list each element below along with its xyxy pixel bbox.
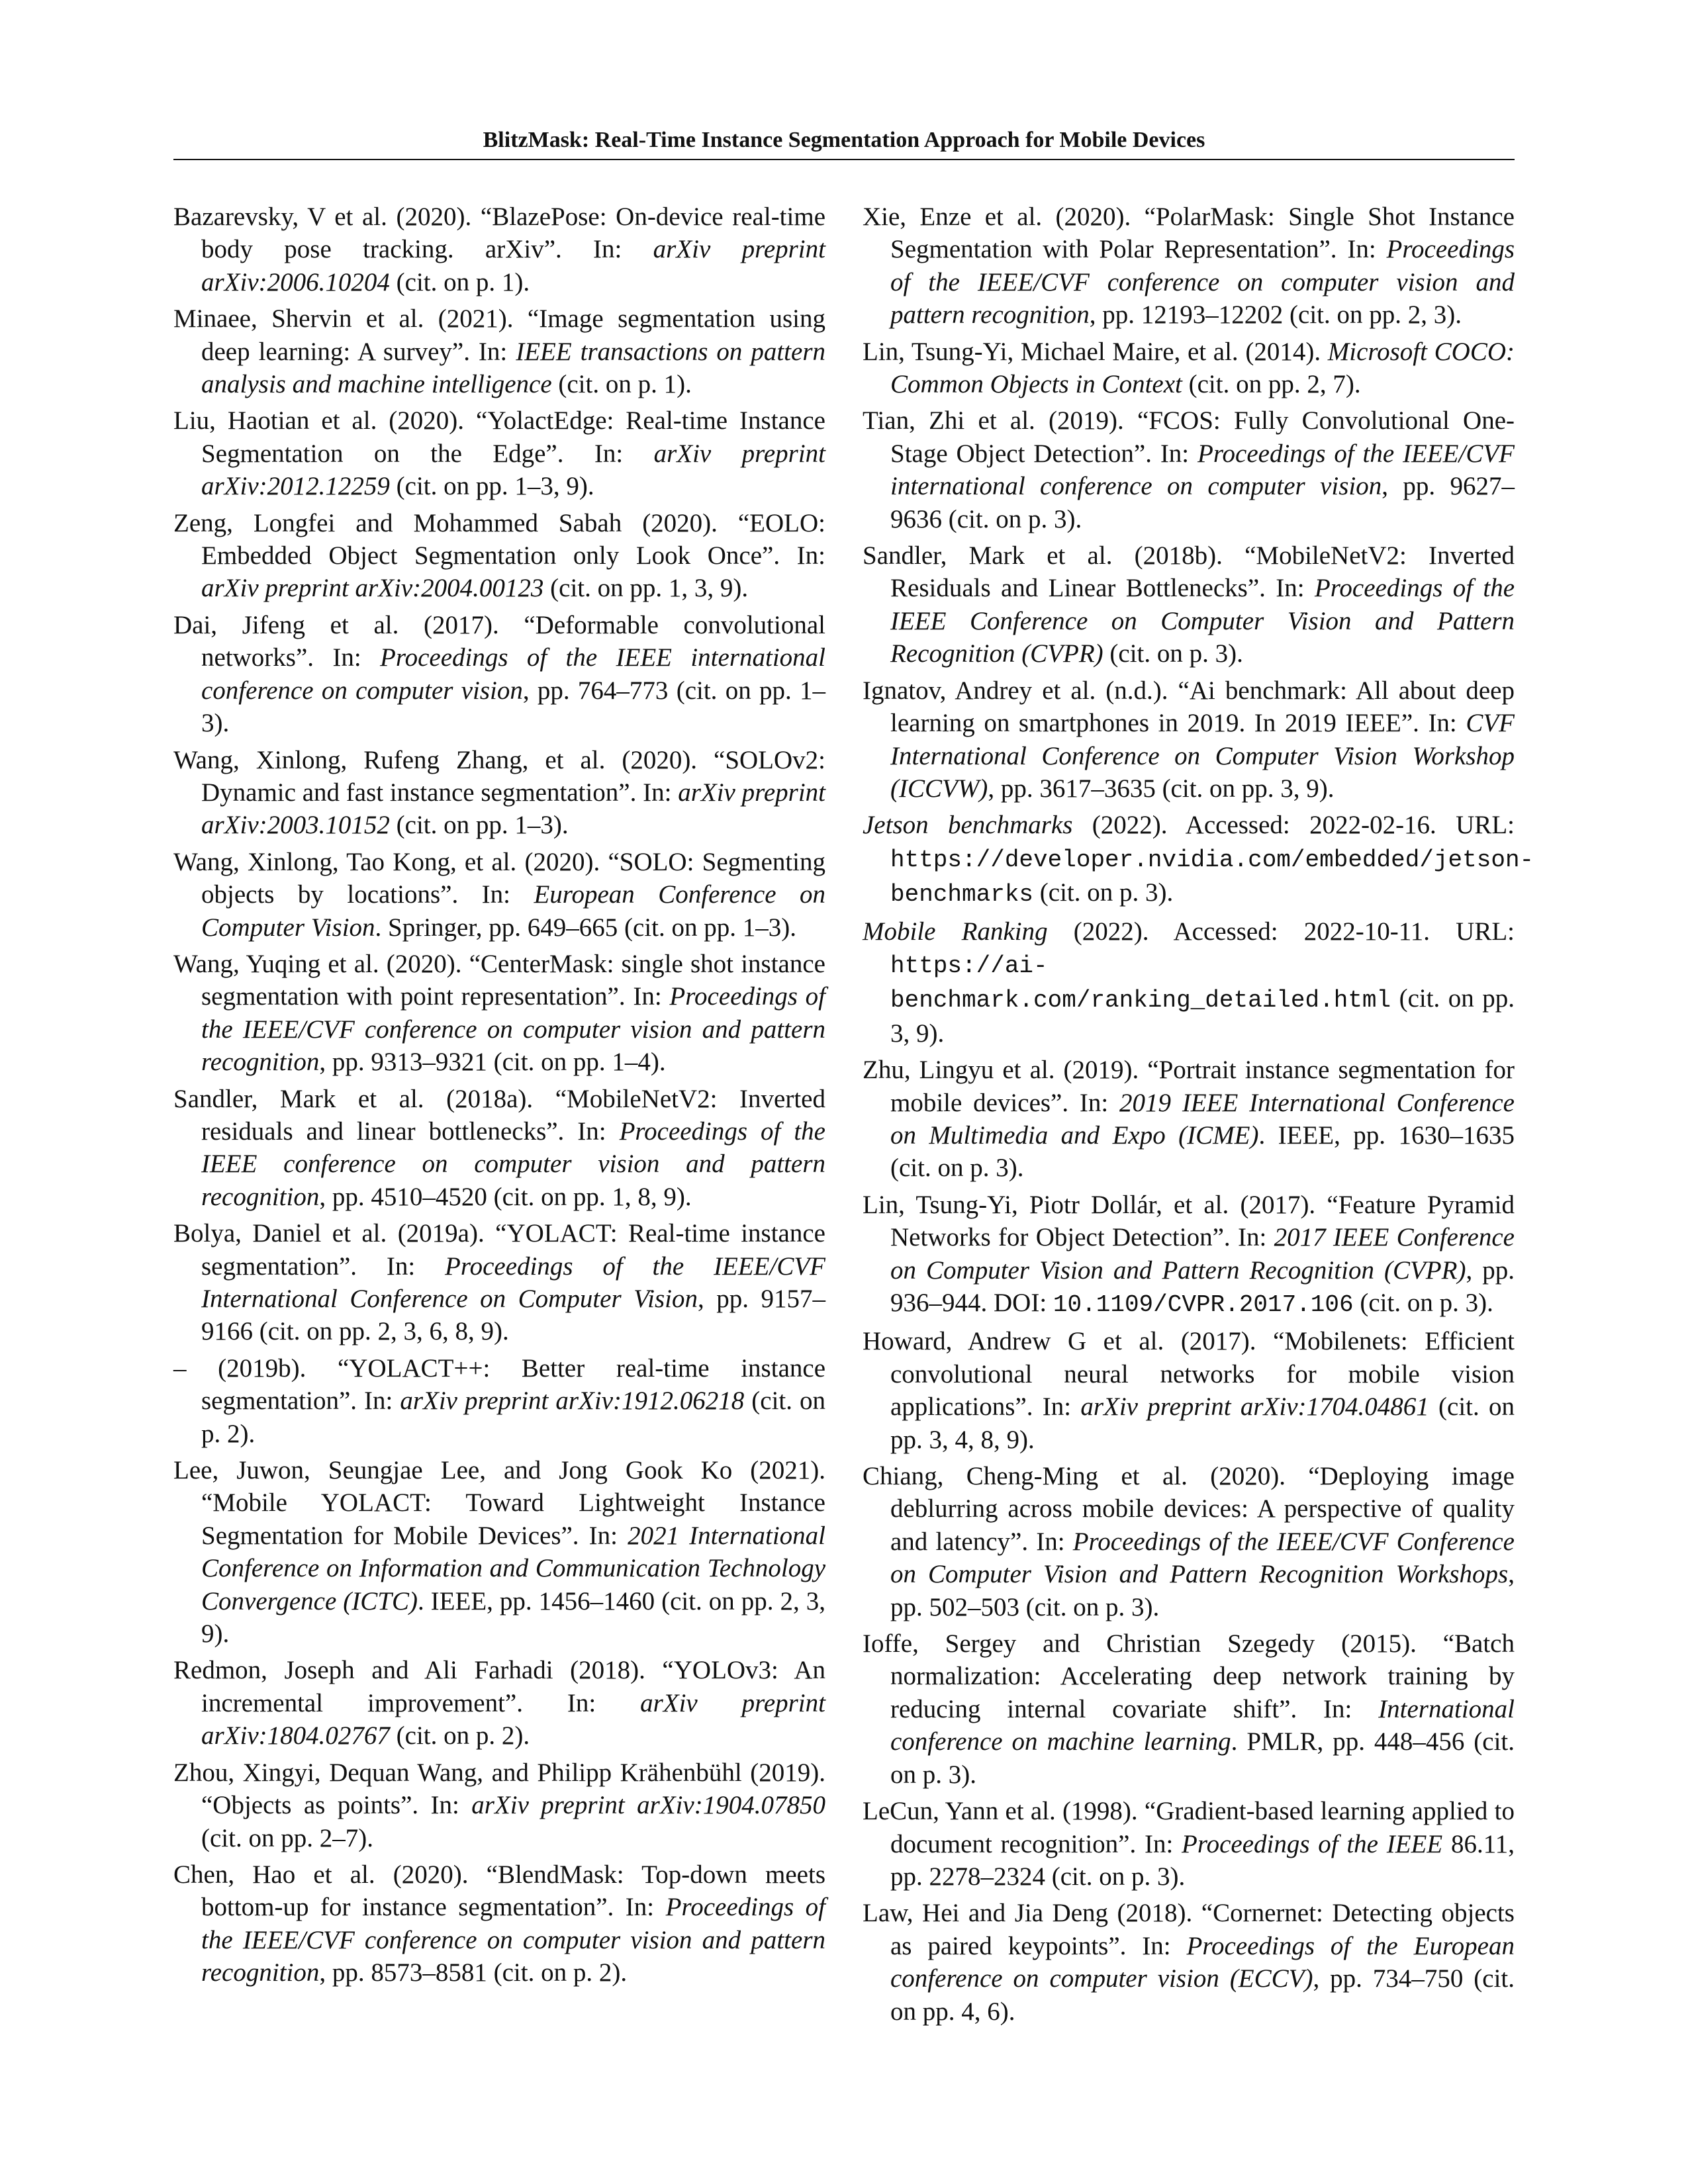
- reference-em: 2019 IEEE International Conference on Multimedia and Expo (ICME): [890, 1088, 1515, 1150]
- reference-pre: Law, Hei and Jia Deng (2018). “Cornernet: Detecting objects as paired keypoints”. In:: [863, 1899, 1515, 1960]
- reference-pre: Howard, Andrew G et al. (2017). “Mobilenets: Efficient convolutional neural networks for mobile vision applications”. In:: [863, 1327, 1515, 1422]
- reference-post: , pp. 12193–12202 (cit. on pp. 2, 3).: [1089, 300, 1462, 330]
- reference-tail: (cit. on p. 3).: [1033, 878, 1174, 907]
- reference-post: , pp. 502–503 (cit. on p. 3).: [890, 1560, 1515, 1621]
- reference-sc: DOI: [994, 1289, 1040, 1317]
- reference-em: Proceedings of the IEEE/CVF conference on computer vision and pattern recognition: [890, 235, 1515, 330]
- reference-em: arXiv preprint arXiv:1704.04861: [1080, 1392, 1429, 1422]
- reference-sc: URL: [1456, 811, 1508, 840]
- reference-pre: Dai, Jifeng et al. (2017). “Deformable convolutional networks”. In:: [173, 610, 825, 672]
- reference-post: , pp. 9157–9166 (cit. on pp. 2, 3, 6, 8, 9).: [201, 1285, 825, 1346]
- reference-entry: [863, 915, 1515, 1050]
- reference-em: Proceedings of the IEEE/CVF Conference on Computer Vision and Pattern Recognition Workshops: [890, 1527, 1515, 1589]
- reference-em: CVF International Conference on Computer Vision Workshop (ICCVW): [890, 709, 1515, 803]
- reference-entry: [863, 539, 1515, 670]
- reference-post: , pp. 8573–8581 (cit. on p. 2).: [319, 1958, 628, 1987]
- reference-em: Proceedings of the IEEE Conference on Computer Vision and Pattern Recognition (CVPR): [890, 574, 1515, 668]
- reference-entry: [863, 1325, 1515, 1456]
- reference-post: , pp. 734–750 (cit. on pp. 4, 6).: [890, 1964, 1515, 2026]
- reference-entry: [863, 1054, 1515, 1185]
- reference-em: Mobile Ranking: [863, 917, 1048, 946]
- reference-pre: Lee, Juwon, Seungjae Lee, and Jong Gook Ko (2021). “Mobile YOLACT: Toward Lightweight Instance Segmentation for Mobile Devices”. In:: [173, 1456, 825, 1550]
- reference-post: (cit. on p. 2).: [389, 1721, 530, 1751]
- reference-entry: [863, 201, 1515, 332]
- reference-em: International conference on machine learning: [890, 1694, 1515, 1756]
- reference-post: , pp. 9627–9636 (cit. on p. 3).: [890, 472, 1515, 533]
- reference-entry: [863, 404, 1515, 535]
- reference-post: (cit. on pp. 1–3).: [389, 811, 569, 840]
- reference-entry: [173, 846, 825, 944]
- reference-entry: [863, 1189, 1515, 1322]
- reference-em: Proceedings of the European conference on computer vision (ECCV): [890, 1931, 1515, 1993]
- reference-pre: Tian, Zhi et al. (2019). “FCOS: Fully Convolutional One-Stage Object Detection”. In:: [863, 406, 1515, 468]
- reference-em: 2021 International Conference on Information and Communication Technology Convergence (ICTC): [201, 1521, 825, 1615]
- header-rule: [173, 159, 1515, 160]
- reference-post: (cit. on p. 1).: [389, 267, 530, 296]
- reference-entry: [173, 1083, 825, 1214]
- reference-entry: [863, 1897, 1515, 2028]
- references-right-column: [863, 201, 1534, 2032]
- reference-pre: Sandler, Mark et al. (2018a). “MobileNetV2: Inverted residuals and linear bottlenecks”. In:: [173, 1084, 825, 1146]
- reference-entry: [173, 507, 825, 605]
- reference-entry: [173, 302, 825, 400]
- reference-em: European Conference on Computer Vision: [201, 880, 826, 942]
- reference-em: Proceedings of the IEEE: [1182, 1829, 1443, 1858]
- reference-pre: Zeng, Longfei and Mohammed Sabah (2020). “EOLO: Embedded Object Segmentation only Look Once”. In:: [173, 508, 825, 570]
- reference-entry: [173, 609, 825, 740]
- reference-em: arXiv preprint arXiv:1912.06218: [400, 1387, 745, 1416]
- reference-entry: [173, 948, 825, 1079]
- reference-entry: [863, 1460, 1515, 1623]
- reference-entry: [863, 336, 1515, 401]
- reference-pre: Bazarevsky, V et al. (2020). “BlazePose: On-device real-time body pose tracking. arXiv”. In:: [173, 203, 825, 264]
- reference-em: Proceedings of the IEEE/CVF international conference on computer vision: [890, 439, 1515, 501]
- reference-pre: LeCun, Yann et al. (1998). “Gradient-based learning applied to document recognition”. In:: [863, 1797, 1515, 1858]
- reference-pre: Wang, Xinlong, Tao Kong, et al. (2020). “SOLO: Segmenting objects by locations”. In:: [173, 847, 825, 909]
- reference-em: arXiv preprint arXiv:2012.12259: [201, 439, 825, 501]
- reference-pre: Chen, Hao et al. (2020). “BlendMask: Top-down meets bottom-up for instance segmentation”. In:: [173, 1860, 825, 1922]
- reference-post: (cit. on pp. 2–7).: [201, 1823, 373, 1852]
- reference-mono[interactable]: https://ai-benchmark.com/ranking_detailed.html: [890, 952, 1391, 1015]
- reference-post: (cit. on pp. 2, 7).: [1182, 370, 1361, 399]
- reference-entry: [173, 404, 825, 502]
- reference-em: IEEE transactions on pattern analysis and machine intelligence: [201, 337, 826, 399]
- reference-entry: [173, 1217, 825, 1348]
- reference-post: , pp. 764–773 (cit. on pp. 1–3).: [201, 676, 825, 738]
- reference-em: arXiv preprint arXiv:1904.07850: [471, 1791, 825, 1820]
- reference-post: (cit. on pp. 1–3, 9).: [389, 472, 594, 501]
- reference-post: . Springer, pp. 649–665 (cit. on pp. 1–3).: [375, 913, 796, 942]
- reference-post: (cit. on pp. 3, 4, 8, 9).: [890, 1392, 1515, 1454]
- reference-post: . PMLR, pp. 448–456 (cit. on p. 3).: [890, 1727, 1515, 1789]
- reference-em: Jetson benchmarks: [863, 811, 1073, 840]
- reference-post: (2022). Accessed: 2022-02-16.: [1072, 811, 1456, 840]
- reference-pre: Xie, Enze et al. (2020). “PolarMask: Single Shot Instance Segmentation with Polar Representation”. In:: [863, 203, 1515, 264]
- reference-pre: Minaee, Shervin et al. (2021). “Image segmentation using deep learning: A survey”. In:: [173, 304, 825, 366]
- reference-pre: Bolya, Daniel et al. (2019a). “YOLACT: Real-time instance segmentation”. In:: [173, 1219, 825, 1281]
- reference-pre: Zhu, Lingyu et al. (2019). “Portrait instance segmentation for mobile devices”. In:: [863, 1056, 1515, 1117]
- reference-pre: Ignatov, Andrey et al. (n.d.). “Ai benchmark: All about deep learning on smartphones in 2019. In 2019 IEEE”. In:: [863, 676, 1515, 738]
- reference-post: . IEEE, pp. 1456–1460 (cit. on pp. 2, 3, 9).: [201, 1586, 825, 1649]
- reference-pre: Zhou, Xingyi, Dequan Wang, and Philipp Krähenbühl (2019). “Objects as points”. In:: [173, 1758, 825, 1820]
- reference-post: (cit. on p. 2).: [201, 1387, 825, 1448]
- reference-sep: :: [1507, 811, 1515, 840]
- reference-pre: Wang, Xinlong, Rufeng Zhang, et al. (2020). “SOLOv2: Dynamic and fast instance segmentation”. In:: [173, 745, 825, 807]
- reference-em: 2017 IEEE Conference on Computer Vision and Pattern Recognition (CVPR): [890, 1223, 1515, 1285]
- reference-pre: Sandler, Mark et al. (2018b). “MobileNetV2: Inverted Residuals and Linear Bottlenecks”. In:: [863, 541, 1515, 603]
- reference-em: Proceedings of the IEEE/CVF International Conference on Computer Vision: [201, 1251, 825, 1313]
- reference-pre: Lin, Tsung-Yi, Piotr Dollár, et al. (2017). “Feature Pyramid Networks for Object Detection”. In:: [863, 1190, 1515, 1252]
- reference-em: Microsoft COCO: Common Objects in Context: [890, 337, 1515, 399]
- reference-post: , pp. 936–944.: [890, 1255, 1515, 1317]
- reference-entry: [863, 1795, 1515, 1893]
- reference-entry: [863, 1627, 1515, 1791]
- reference-entry: [173, 1352, 825, 1450]
- reference-post: . IEEE, pp. 1630–1635 (cit. on p. 3).: [890, 1120, 1515, 1183]
- reference-pre: Chiang, Cheng-Ming et al. (2020). “Deploying image deblurring across mobile devices: A perspective of quality and latency”. In:: [863, 1462, 1515, 1556]
- reference-em: Proceedings of the IEEE conference on computer vision and pattern recognition: [201, 1116, 825, 1211]
- reference-entry: [863, 809, 1534, 911]
- reference-sc: URL: [1456, 917, 1508, 946]
- reference-entry: [173, 1454, 825, 1650]
- reference-pre: Ioffe, Sergey and Christian Szegedy (2015). “Batch normalization: Accelerating deep network training by reducing internal covariate shift”. In:: [863, 1629, 1515, 1723]
- reference-em: arXiv preprint arXiv:1804.02767: [201, 1688, 825, 1751]
- reference-tail: (cit. on pp. 3, 9).: [890, 984, 1515, 1048]
- reference-pre: Wang, Yuqing et al. (2020). “CenterMask: single shot instance segmentation with point representation”. In:: [173, 949, 825, 1011]
- running-header: BlitzMask: Real-Time Instance Segmentation Approach for Mobile Devices: [483, 128, 1205, 152]
- reference-post: (2022). Accessed: 2022-10-11.: [1047, 917, 1456, 946]
- reference-post: (cit. on p. 3).: [1103, 639, 1243, 668]
- reference-em: Proceedings of the IEEE/CVF conference on computer vision and pattern recognition: [201, 1893, 825, 1987]
- reference-tail: (cit. on p. 3).: [1353, 1289, 1493, 1317]
- reference-em: arXiv preprint arXiv:2004.00123: [201, 574, 544, 603]
- reference-em: Proceedings of the IEEE international conference on computer vision: [201, 643, 825, 705]
- reference-entry: [173, 1858, 825, 1989]
- reference-post: 86.11, pp. 2278–2324 (cit. on p. 3).: [890, 1829, 1515, 1891]
- reference-sep: :: [1039, 1289, 1053, 1317]
- reference-pre: Liu, Haotian et al. (2020). “YolactEdge: Real-time Instance Segmentation on the Edge”. In:: [173, 406, 825, 468]
- reference-entry: [863, 674, 1515, 805]
- reference-pre: Redmon, Joseph and Ali Farhadi (2018). “YOLOv3: An incremental improvement”. In:: [173, 1656, 825, 1717]
- reference-mono[interactable]: https://developer.nvidia.com/embedded/jetson-benchmarks: [890, 846, 1534, 909]
- reference-entry: [173, 1756, 825, 1854]
- reference-post: (cit. on pp. 1, 3, 9).: [543, 574, 749, 603]
- reference-em: Proceedings of the IEEE/CVF conference on computer vision and pattern recognition: [201, 982, 825, 1077]
- reference-mono[interactable]: 10.1109/CVPR.2017.106: [1053, 1291, 1354, 1318]
- references-left-column: [173, 201, 825, 1993]
- reference-post: , pp. 3617–3635 (cit. on pp. 3, 9).: [988, 774, 1335, 803]
- reference-entry: [173, 201, 825, 298]
- reference-pre: Lin, Tsung-Yi, Michael Maire, et al. (2014).: [863, 337, 1328, 366]
- reference-post: (cit. on p. 1).: [551, 370, 692, 399]
- reference-entry: [173, 744, 825, 842]
- reference-entry: [173, 1654, 825, 1752]
- reference-post: , pp. 4510–4520 (cit. on pp. 1, 8, 9).: [319, 1182, 692, 1211]
- reference-em: arXiv preprint arXiv:2003.10152: [201, 778, 825, 840]
- reference-post: , pp. 9313–9321 (cit. on pp. 1–4).: [319, 1048, 666, 1077]
- reference-sep: :: [1507, 917, 1515, 946]
- reference-em: arXiv preprint arXiv:2006.10204: [201, 235, 825, 296]
- reference-pre: – (2019b). “YOLACT++: Better real-time instance segmentation”. In:: [173, 1353, 825, 1416]
